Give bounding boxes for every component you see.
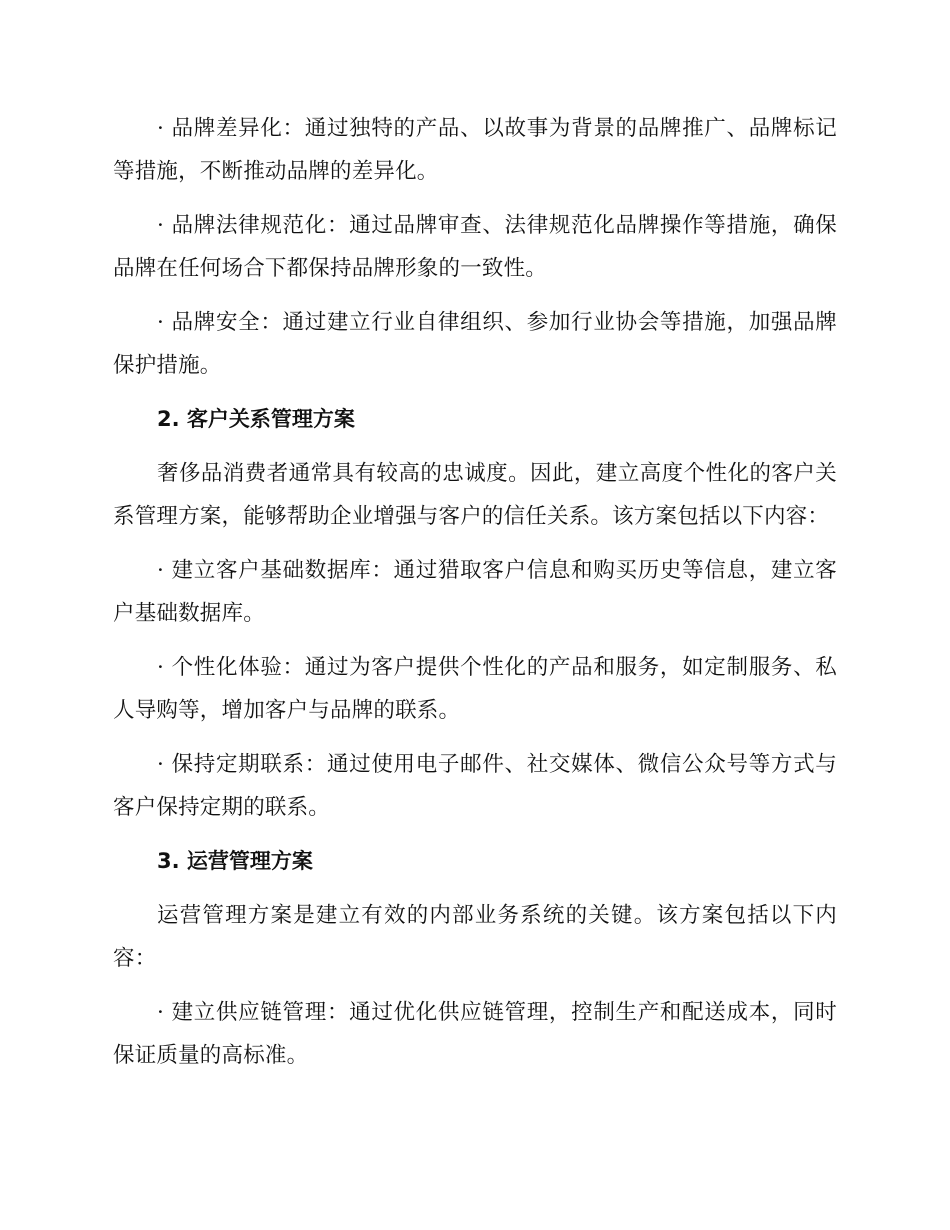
section-heading-operations: 3. 运营管理方案 bbox=[157, 849, 313, 873]
bullet-customer-database: · 建立客户基础数据库：通过猎取客户信息和购买历史等信息，建立客户基础数据库。 bbox=[113, 558, 837, 626]
bullet-brand-safety: · 品牌安全：通过建立行业自律组织、参加行业协会等措施，加强品牌保护措施。 bbox=[113, 310, 837, 378]
bullet-supply-chain: · 建立供应链管理：通过优化供应链管理，控制生产和配送成本，同时保证质量的高标准。 bbox=[113, 1000, 837, 1068]
bullet-regular-contact: · 保持定期联系：通过使用电子邮件、社交媒体、微信公众号等方式与客户保持定期的联系。 bbox=[113, 752, 837, 820]
section-heading-crm: 2. 客户关系管理方案 bbox=[157, 407, 355, 431]
bullet-personalized-experience: · 个性化体验：通过为客户提供个性化的产品和服务，如定制服务、私人导购等，增加客户与品牌的联系。 bbox=[113, 655, 837, 723]
paragraph-operations-intro: 运营管理方案是建立有效的内部业务系统的关键。该方案包括以下内容： bbox=[113, 903, 837, 971]
bullet-brand-legal-standardization: · 品牌法律规范化：通过品牌审查、法律规范化品牌操作等措施，确保品牌在任何场合下都保持品牌形象的一致性。 bbox=[113, 213, 837, 281]
paragraph-crm-intro: 奢侈品消费者通常具有较高的忠诚度。因此，建立高度个性化的客户关系管理方案，能够帮助企业增强与客户的信任关系。该方案包括以下内容： bbox=[113, 461, 837, 529]
bullet-brand-differentiation: · 品牌差异化：通过独特的产品、以故事为背景的品牌推广、品牌标记等措施，不断推动品牌的差异化。 bbox=[113, 116, 837, 184]
document-page bbox=[113, 107, 837, 1088]
